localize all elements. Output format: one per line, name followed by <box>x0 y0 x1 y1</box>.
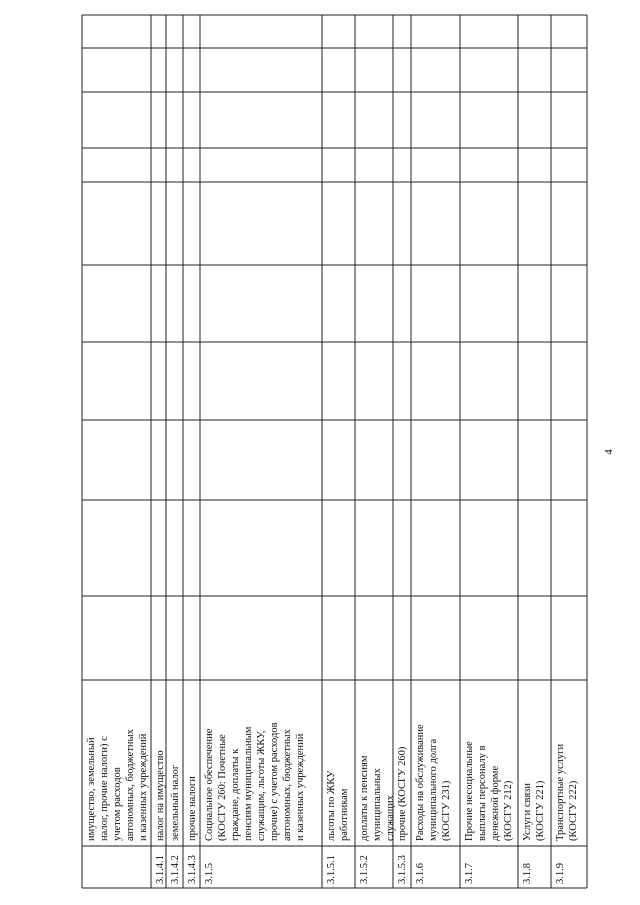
row-name-line: земельный налог <box>170 764 181 841</box>
row-name-line: муниципального долга <box>428 738 439 841</box>
row-name-line: имущество, земельный <box>86 737 97 841</box>
row-name-line: Прочие несоциальные <box>464 741 475 841</box>
row-number: 3.1.5.2 <box>359 855 370 884</box>
row-name-line: муниципальных <box>372 768 383 841</box>
row-name-line: прочие) с учетом расходов <box>269 722 280 841</box>
row-name-cell <box>555 744 579 841</box>
row-name-line: налог на имущество <box>155 750 166 841</box>
row-name-line: выплаты персоналу в <box>477 745 488 841</box>
row-name-cell <box>155 750 166 841</box>
table-cells <box>86 722 579 884</box>
row-name-line: Транспортные услуги <box>555 743 566 841</box>
row-name-cell <box>359 755 396 841</box>
row-name-cell <box>170 764 181 841</box>
row-name-cell <box>415 724 452 841</box>
row-name-line: денежной форме <box>490 765 501 841</box>
row-name-line: прочие налоги <box>187 776 198 841</box>
row-name-line: (КОСГУ 231) <box>441 780 452 841</box>
row-name-line: налог, прочие налоги) с <box>99 736 110 841</box>
row-name-line: пенсиям муниципальным <box>243 726 254 841</box>
row-name-cell <box>204 722 306 841</box>
row-name-line: (КОСГУ 221) <box>535 780 546 841</box>
row-name-line: Услуги связи <box>522 783 533 841</box>
row-name-line: работникам <box>339 788 350 841</box>
row-number: 3.1.8 <box>522 863 533 884</box>
row-number: 3.1.7 <box>464 863 475 884</box>
row-name-line: и казенных учреждений <box>295 733 306 841</box>
row-name-line: (КОСГУ 260: Почетные <box>217 734 228 841</box>
row-number: 3.1.5.3 <box>397 855 408 884</box>
row-name-line: (КОСГУ 212) <box>503 780 514 841</box>
row-number: 3.1.4.2 <box>170 855 181 884</box>
row-name-line: доплаты к пенсиям <box>359 755 370 841</box>
row-name-line: (КОСГУ 222) <box>568 780 579 841</box>
page-number: 4 <box>602 449 615 455</box>
row-name-line: Социальное обеспечение <box>204 728 215 841</box>
row-name-cell <box>326 770 350 841</box>
row-name-cell <box>187 776 198 841</box>
row-name-line: граждане, доплаты к <box>230 748 241 841</box>
row-name-line: льготы по ЖКУ <box>326 770 337 841</box>
row-number: 3.1.4.3 <box>187 855 198 884</box>
row-name-cell <box>522 780 546 841</box>
row-name-line: автономных, бюджетных <box>125 729 136 841</box>
row-name-line: служащих <box>385 795 396 841</box>
row-name-line: автономных, бюджетных <box>282 729 293 841</box>
row-name-line: Расходы на обслуживание <box>415 724 426 841</box>
row-name-line: прочие (КОСГУ 260) <box>397 746 408 841</box>
row-name-cell <box>397 746 408 841</box>
row-name-line: и казенных учреждений <box>138 733 149 841</box>
row-number: 3.1.5 <box>204 863 215 884</box>
row-number: 3.1.6 <box>415 863 426 884</box>
row-name-cell <box>464 741 514 841</box>
row-name-line: служащим, льготы ЖКУ, <box>256 730 267 841</box>
row-name-line: учетом расходов <box>112 767 123 841</box>
row-number: 3.1.9 <box>555 863 566 884</box>
row-name-cell <box>86 728 149 841</box>
row-number: 3.1.5.1 <box>326 855 337 884</box>
row-number: 3.1.4.1 <box>155 855 166 884</box>
